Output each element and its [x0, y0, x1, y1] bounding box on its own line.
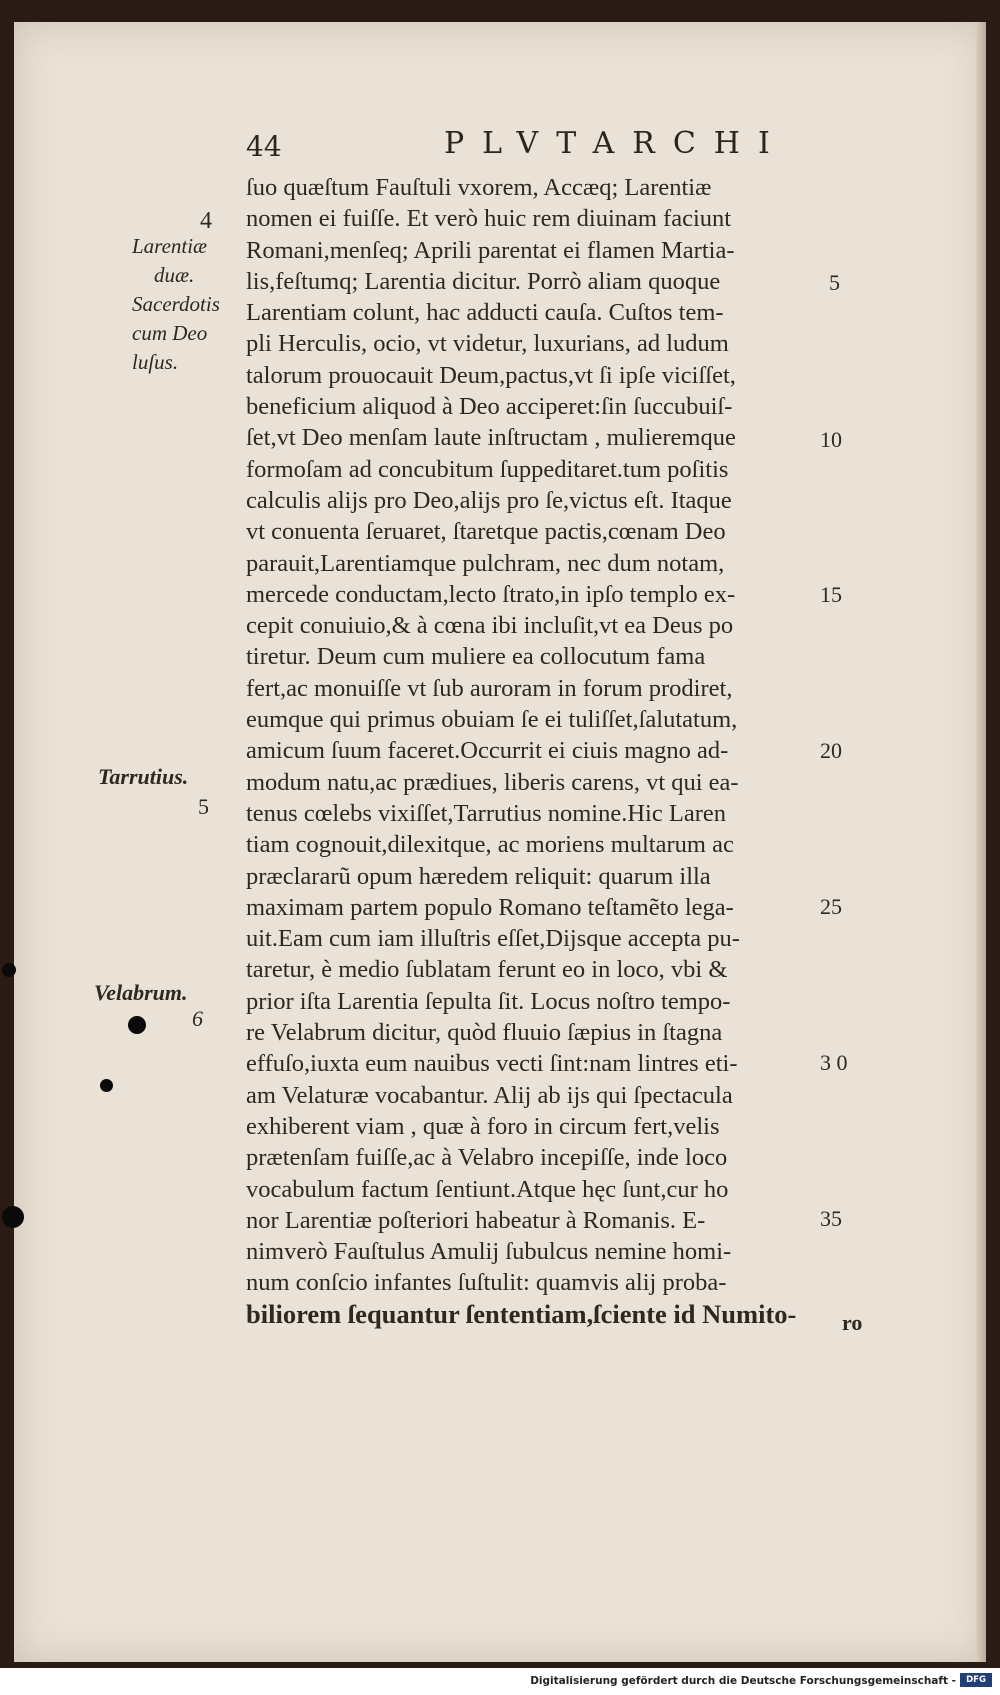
text-line: ſet,vt Deo menſam laute inſtructam , mulieremque	[246, 424, 736, 452]
line-number: 5	[829, 270, 840, 295]
ink-blot	[128, 1016, 146, 1034]
page-number: 44	[246, 130, 282, 163]
dfg-logo: DFG	[960, 1673, 992, 1687]
text-line: parauit,Larentiamque pulchram, nec dum notam,	[246, 549, 725, 577]
line-number: 10	[820, 427, 842, 452]
margin-note-tarrutius: Tarrutius.	[98, 764, 189, 789]
margin-note-line: duæ.	[154, 263, 195, 287]
ink-blot	[2, 1206, 24, 1228]
section-number: 6	[192, 1006, 203, 1031]
text-line: biliorem ſequantur ſententiam,ſciente id Numito-	[246, 1298, 797, 1329]
text-line: re Velabrum dicitur, quòd fluuio ſæpius in ſtagna	[246, 1019, 723, 1047]
line-number: 20	[820, 738, 842, 763]
section-number: 5	[198, 794, 209, 819]
footer-credit: Digitalisierung gefördert durch die Deutsche Forschungsgemeinschaft -	[530, 1675, 956, 1687]
margin-note-line: Larentiæ	[132, 234, 208, 258]
section-number: 4	[200, 208, 212, 234]
line-number: 15	[820, 582, 842, 607]
text-line: nor Larentiæ poſteriori habeatur à Romanis. E-	[246, 1206, 706, 1234]
text-line: vocabulum factum ſentiunt.Atque hęc ſunt,cur ho	[246, 1175, 729, 1203]
text-line: calculis alijs pro Deo,alijs pro ſe,victus eſt. Itaque	[246, 486, 732, 514]
margin-note-line: luſus.	[132, 350, 179, 374]
text-line: tiretur. Deum cum muliere ea collocutum fama	[246, 643, 706, 671]
text-line: talorum prouocauit Deum,pactus,vt ſi ipſe viciſſet,	[246, 361, 736, 389]
page-header	[14, 126, 986, 163]
text-line: eumque qui primus obuiam ſe ei tuliſſet,ſalutatum,	[246, 706, 738, 734]
text-line: ſuo quæſtum Fauſtuli vxorem, Accæq; Larentiæ	[246, 174, 712, 201]
text-line: maximam partem populo Romano teſtamẽto lega-	[246, 893, 734, 921]
text-line: taretur, è medio ſublatam ferunt eo in loco, vbi &	[246, 956, 728, 984]
margin-note-larentiae	[132, 232, 220, 377]
text-line: cepit conuiuio,& à cœna ibi incluſit,vt ea Deus po	[246, 612, 734, 640]
text-line: præclararũ opum hæredem reliquit: quarum illa	[246, 862, 711, 890]
line-number: 25	[820, 894, 842, 919]
ink-blot	[100, 1079, 113, 1092]
book-page	[14, 22, 986, 1662]
text-line: mercede conductam,lecto ſtrato,in ipſo templo ex-	[246, 580, 736, 608]
text-line: amicum ſuum faceret.Occurrit ei ciuis magno ad-	[246, 737, 729, 765]
text-line: am Velaturæ vocabantur. Alij ab ijs qui ſpectacula	[246, 1081, 733, 1109]
page-edge	[976, 22, 986, 1662]
text-line: nimverò Fauſtulus Amulij ſubulcus nemine homi-	[246, 1238, 732, 1266]
line-number: 35	[820, 1206, 842, 1231]
text-line: tenus cœlebs vixiſſet,Tarrutius nomine.Hic Laren	[246, 799, 726, 827]
line-number: 3 0	[820, 1050, 848, 1075]
text-line: modum natu,ac prædiues, liberis carens, vt qui ea-	[246, 768, 739, 796]
text-line: tiam cognouit,dilexitque, ac moriens multarum ac	[246, 831, 734, 859]
margin-note-line: Sacerdotis	[132, 292, 220, 316]
text-line: exhiberent viam , quæ à foro in circum fert,velis	[246, 1112, 720, 1140]
text-line: prætenſam fuiſſe,ac à Velabro incepiſſe, inde loco	[246, 1144, 728, 1172]
text-line: lis,feſtumq; Larentia dicitur. Porrò aliam quoque	[246, 267, 721, 295]
text-line: vt conuenta ſeruaret, ſtaretque pactis,cœnam Deo	[246, 518, 726, 546]
text-line: prior iſta Larentia ſepulta ſit. Locus noſtro tempo-	[246, 987, 731, 1015]
text-line: uit.Eam cum iam illuſtris eſſet,Dijsque accepta pu-	[246, 925, 740, 953]
text-line: Romani,menſeq; Aprili parentat ei flamen Martia-	[246, 236, 735, 264]
text-line: num conſcio infantes ſuſtulit: quamvis alij proba-	[246, 1269, 727, 1297]
margin-note-velabrum: Velabrum.	[94, 980, 188, 1005]
text-line: Larentiam colunt, hac adducti cauſa. Cuſtos tem-	[246, 299, 724, 327]
running-title: PLVTARCHI	[444, 126, 788, 161]
text-line: formoſam ad concubitum ſuppeditaret.tum poſitis	[246, 455, 729, 483]
catchword: ro	[842, 1310, 863, 1335]
text-line: beneficium aliquod à Deo acciperet:ſin ſuccubuiſ-	[246, 393, 733, 421]
text-line: pli Herculis, ocio, vt videtur, luxurians, ad ludum	[246, 330, 729, 358]
text-line: effuſo,iuxta eum nauibus vecti ſint:nam lintres eti-	[246, 1050, 738, 1078]
margin-note-line: cum Deo	[132, 321, 208, 345]
footer-bar	[0, 1668, 1000, 1695]
text-line: fert,ac monuiſſe vt ſub auroram in forum prodiret,	[246, 674, 733, 702]
text-line: nomen ei fuiſſe. Et verò huic rem diuinam faciunt	[246, 205, 732, 233]
ink-blot	[2, 963, 16, 977]
body-text	[246, 172, 866, 1330]
